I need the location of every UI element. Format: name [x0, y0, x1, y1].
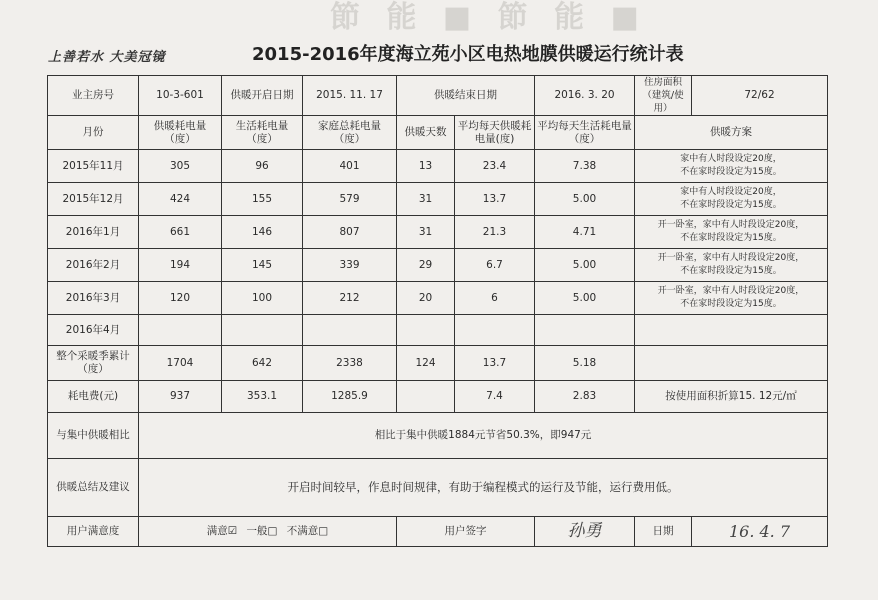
row-life: 155 — [222, 183, 303, 216]
plan-line-2: 不在家时段设定为15度。 — [680, 200, 782, 210]
row-life: 100 — [222, 282, 303, 315]
row-avg-heating: 6.7 — [455, 249, 535, 282]
season-total-avg-life: 5.18 — [535, 346, 635, 381]
season-total-days: 124 — [397, 346, 455, 381]
header-heating-kwh: 供暖耗电量（度） — [139, 116, 222, 150]
motto: 上善若水 大美冠镜 — [48, 50, 166, 65]
plan-line-2: 不在家时段设定为15度。 — [680, 299, 782, 309]
table-row — [48, 249, 828, 282]
plan-line-2: 不在家时段设定为15度。 — [680, 233, 782, 243]
row-plan — [635, 183, 828, 216]
row-heating: 661 — [139, 216, 222, 249]
row-plan — [635, 150, 828, 183]
season-total-row — [48, 346, 828, 381]
plan-line-1: 开一卧室，家中有人时段设定20度， — [657, 253, 805, 263]
table-row — [48, 282, 828, 315]
row-days: 20 — [397, 282, 455, 315]
row-month: 2016年3月 — [48, 282, 139, 315]
footer-row — [48, 517, 828, 547]
row-days — [397, 315, 455, 346]
plan-line-1: 家中有人时段设定20度， — [680, 154, 782, 164]
header-month: 月份 — [48, 116, 139, 150]
table-row — [48, 150, 828, 183]
row-life: 96 — [222, 150, 303, 183]
cost-row — [48, 381, 828, 413]
satisfaction-label: 用户满意度 — [48, 517, 139, 547]
signature-label: 用户签字 — [397, 517, 535, 547]
row-avg-life: 5.00 — [535, 249, 635, 282]
row-days: 13 — [397, 150, 455, 183]
area-value: 72/62 — [692, 76, 828, 116]
compare-row — [48, 413, 828, 459]
plan-line-2: 不在家时段设定为15度。 — [680, 167, 782, 177]
table-row — [48, 315, 828, 346]
header-life-kwh: 生活耗电量（度） — [222, 116, 303, 150]
row-avg-life: 7.38 — [535, 150, 635, 183]
row-avg-heating: 13.7 — [455, 183, 535, 216]
cost-total: 1285.9 — [303, 381, 397, 413]
row-total: 579 — [303, 183, 397, 216]
row-month: 2015年11月 — [48, 150, 139, 183]
plan-line-1: 开一卧室，家中有人时段设定20度， — [657, 286, 805, 296]
cost-avg-heating: 7.4 — [455, 381, 535, 413]
plan-line-1: 家中有人时段设定20度， — [680, 187, 782, 197]
table-row — [48, 216, 828, 249]
plan-line-2: 不在家时段设定为15度。 — [680, 266, 782, 276]
cost-heating: 937 — [139, 381, 222, 413]
row-avg-heating: 21.3 — [455, 216, 535, 249]
season-total-label: 整个采暖季累计（度） — [48, 346, 139, 381]
row-heating: 120 — [139, 282, 222, 315]
row-life: 145 — [222, 249, 303, 282]
row-days: 31 — [397, 183, 455, 216]
handwritten-date: 16. 4. 7 — [692, 517, 828, 547]
area-label — [635, 76, 692, 116]
row-plan — [635, 282, 828, 315]
cost-avg-life: 2.83 — [535, 381, 635, 413]
row-total: 807 — [303, 216, 397, 249]
statistics-table — [47, 75, 828, 547]
row-avg-heating: 6 — [455, 282, 535, 315]
row-plan — [635, 216, 828, 249]
header-avg-heating: 平均每天供暖耗电量(度) — [455, 116, 535, 150]
row-avg-life: 4.71 — [535, 216, 635, 249]
satisfaction-options: 满意☑ 一般□ 不满意□ — [139, 517, 397, 547]
row-month: 2015年12月 — [48, 183, 139, 216]
season-total-plan — [635, 346, 828, 381]
row-life: 146 — [222, 216, 303, 249]
season-total-avg-heating: 13.7 — [455, 346, 535, 381]
row-month: 2016年2月 — [48, 249, 139, 282]
table-row — [48, 183, 828, 216]
start-date-value: 2015. 11. 17 — [303, 76, 397, 116]
cost-days — [397, 381, 455, 413]
compare-text: 相比于集中供暖1884元节省50.3%，即947元 — [139, 413, 828, 459]
cost-life: 353.1 — [222, 381, 303, 413]
season-total-total: 2338 — [303, 346, 397, 381]
info-row — [48, 76, 828, 116]
row-total: 339 — [303, 249, 397, 282]
row-avg-life — [535, 315, 635, 346]
row-total: 401 — [303, 150, 397, 183]
row-life — [222, 315, 303, 346]
row-heating: 194 — [139, 249, 222, 282]
row-heating: 305 — [139, 150, 222, 183]
background-watermark: 節 能 ■ 節 能 ■ — [330, 0, 647, 35]
handwritten-signature: 孙勇 — [535, 517, 635, 547]
row-days: 29 — [397, 249, 455, 282]
end-date-label: 供暖结束日期 — [397, 76, 535, 116]
row-month: 2016年4月 — [48, 315, 139, 346]
row-plan — [635, 249, 828, 282]
row-total: 212 — [303, 282, 397, 315]
area-label-sub: （建筑/使用） — [642, 90, 684, 114]
header-row — [48, 116, 828, 150]
plan-line-1: 开一卧室，家中有人时段设定20度， — [657, 220, 805, 230]
room-label: 业主房号 — [48, 76, 139, 116]
header-plan: 供暖方案 — [635, 116, 828, 150]
header-days: 供暖天数 — [397, 116, 455, 150]
header-total-kwh: 家庭总耗电量（度） — [303, 116, 397, 150]
header-avg-life: 平均每天生活耗电量（度） — [535, 116, 635, 150]
season-total-heating: 1704 — [139, 346, 222, 381]
row-heating — [139, 315, 222, 346]
date-label: 日期 — [635, 517, 692, 547]
row-days: 31 — [397, 216, 455, 249]
row-avg-heating — [455, 315, 535, 346]
area-label-text: 住房面积 — [643, 77, 682, 88]
start-date-label: 供暖开启日期 — [222, 76, 303, 116]
cost-label: 耗电费(元) — [48, 381, 139, 413]
summary-label: 供暖总结及建议 — [48, 459, 139, 517]
row-total — [303, 315, 397, 346]
summary-row — [48, 459, 828, 517]
row-avg-life: 5.00 — [535, 183, 635, 216]
end-date-value: 2016. 3. 20 — [535, 76, 635, 116]
season-total-life: 642 — [222, 346, 303, 381]
compare-label: 与集中供暖相比 — [48, 413, 139, 459]
row-avg-life: 5.00 — [535, 282, 635, 315]
row-plan — [635, 315, 828, 346]
row-avg-heating: 23.4 — [455, 150, 535, 183]
summary-text: 开启时间较早，作息时间规律，有助于编程模式的运行及节能，运行费用低。 — [139, 459, 828, 517]
row-heating: 424 — [139, 183, 222, 216]
page-title: 2015-2016年度海立苑小区电热地膜供暖运行统计表 — [252, 44, 684, 65]
row-month: 2016年1月 — [48, 216, 139, 249]
cost-note: 按使用面积折算15. 12元/㎡ — [635, 381, 828, 413]
room-value: 10-3-601 — [139, 76, 222, 116]
